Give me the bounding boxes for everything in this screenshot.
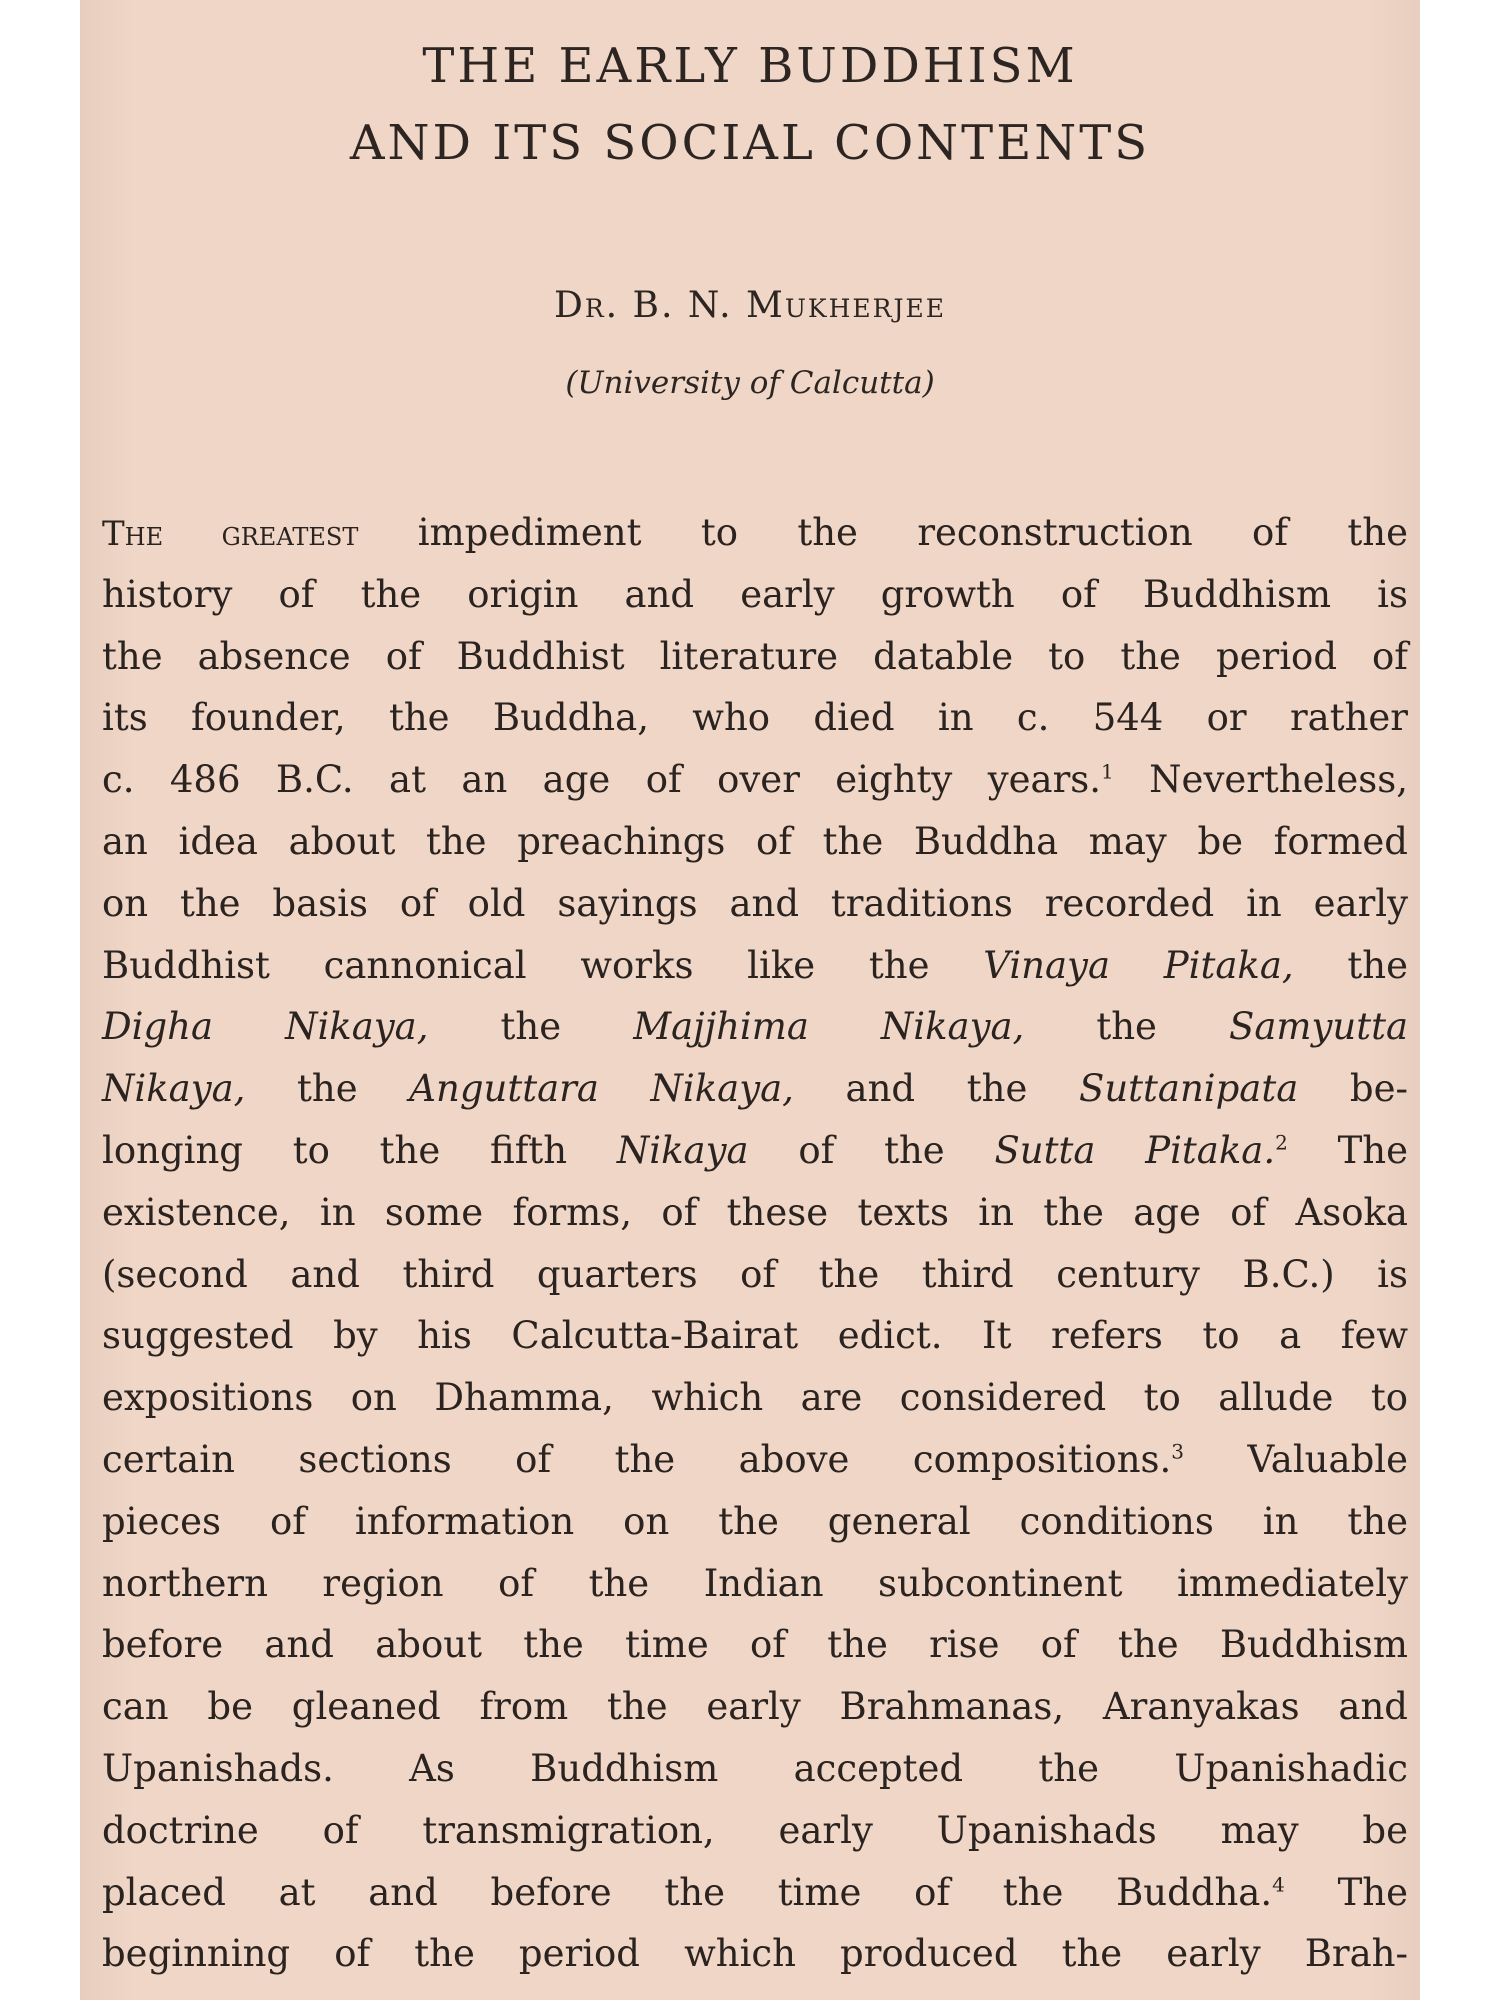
text-fragment: be- bbox=[1349, 1067, 1408, 1111]
text-fragment: of the bbox=[798, 1128, 945, 1172]
text-line bbox=[102, 1058, 1408, 1120]
text-fragment: longing to the fifth bbox=[102, 1128, 568, 1172]
text-fragment: the bbox=[1347, 943, 1409, 987]
work-title: Sutta Pitaka. bbox=[994, 1128, 1276, 1172]
text-line: pieces of information on the general conditions in the bbox=[102, 1499, 1408, 1543]
text-line bbox=[102, 1429, 1408, 1491]
author-name: Dr. B. N. Mukherjee bbox=[553, 285, 946, 326]
text-line bbox=[102, 502, 1408, 564]
text-line bbox=[102, 1862, 1408, 1924]
work-title: Digha Nikaya, bbox=[102, 1005, 429, 1049]
text-fragment: The bbox=[1337, 1128, 1409, 1172]
text-line: on the basis of old sayings and traditions recorded in early bbox=[102, 881, 1408, 925]
author-affiliation: (University of Calcutta) bbox=[565, 365, 935, 401]
text-line bbox=[102, 935, 1408, 997]
work-title: Nikaya bbox=[616, 1128, 749, 1172]
text-fragment: Buddhist cannonical works like the bbox=[102, 943, 930, 987]
lead-in-smallcaps: The greatest bbox=[102, 514, 359, 554]
text-line: the absence of Buddhist literature datable to the period of bbox=[102, 634, 1408, 678]
text-fragment: c. 486 B.C. at an age of over eighty years. bbox=[102, 758, 1102, 802]
text-line: an idea about the preachings of the Buddha may be formed bbox=[102, 819, 1408, 863]
text-fragment: Valuable bbox=[1247, 1437, 1408, 1481]
text-fragment: the bbox=[500, 1005, 562, 1049]
text-line: beginning of the period which produced the early Brah- bbox=[102, 1932, 1408, 1976]
footnote-ref-1: 1 bbox=[1101, 759, 1114, 784]
text-fragment: Nevertheless, bbox=[1149, 758, 1408, 802]
text-fragment: The bbox=[1337, 1870, 1408, 1914]
work-title: Samyutta bbox=[1229, 1005, 1409, 1049]
footnote-ref-4: 4 bbox=[1272, 1872, 1285, 1897]
document-page bbox=[80, 0, 1420, 2000]
text-fragment: impediment to the reconstruction of the bbox=[417, 511, 1409, 554]
work-title: Nikaya, bbox=[102, 1067, 246, 1111]
text-line bbox=[102, 996, 1408, 1058]
text-fragment: placed at and before the time of the Buddha. bbox=[102, 1870, 1273, 1914]
text-line bbox=[102, 749, 1408, 811]
text-line: northern region of the Indian subcontinent immediately bbox=[102, 1561, 1408, 1605]
text-fragment: the bbox=[297, 1067, 358, 1111]
text-line: history of the origin and early growth of Buddhism is bbox=[102, 572, 1408, 616]
article-body bbox=[102, 502, 1408, 1985]
text-fragment: certain sections of the above compositions. bbox=[102, 1437, 1172, 1481]
footnote-ref-2: 2 bbox=[1275, 1130, 1288, 1155]
work-title: Suttanipata bbox=[1078, 1067, 1299, 1111]
work-title: Vinaya Pitaka, bbox=[983, 943, 1294, 987]
text-line: (second and third quarters of the third century B.C.) is bbox=[102, 1252, 1408, 1296]
work-title: Anguttara Nikaya, bbox=[409, 1067, 794, 1111]
article-title-line-2: AND ITS SOCIAL CONTENTS bbox=[349, 115, 1151, 171]
text-fragment: and the bbox=[845, 1067, 1028, 1111]
text-line: doctrine of transmigration, early Upanishads may be bbox=[102, 1808, 1408, 1852]
text-line bbox=[102, 1120, 1408, 1182]
text-line: suggested by his Calcutta-Bairat edict. It refers to a few bbox=[102, 1314, 1408, 1358]
article-title-line-1: THE EARLY BUDDHISM bbox=[422, 38, 1078, 94]
text-line: before and about the time of the rise of the Buddhism bbox=[102, 1623, 1408, 1667]
text-line: expositions on Dhamma, which are considered to allude to bbox=[102, 1376, 1408, 1420]
text-line: can be gleaned from the early Brahmanas, Aranyakas and bbox=[102, 1685, 1408, 1729]
footnote-ref-3: 3 bbox=[1171, 1439, 1185, 1464]
work-title: Majjhima Nikaya, bbox=[633, 1005, 1025, 1049]
text-line: its founder, the Buddha, who died in c. 544 or rather bbox=[102, 696, 1408, 740]
text-fragment: the bbox=[1096, 1005, 1157, 1049]
text-line: existence, in some forms, of these texts in the age of Asoka bbox=[102, 1190, 1408, 1234]
text-line: Upanishads. As Buddhism accepted the Upanishadic bbox=[102, 1746, 1408, 1790]
